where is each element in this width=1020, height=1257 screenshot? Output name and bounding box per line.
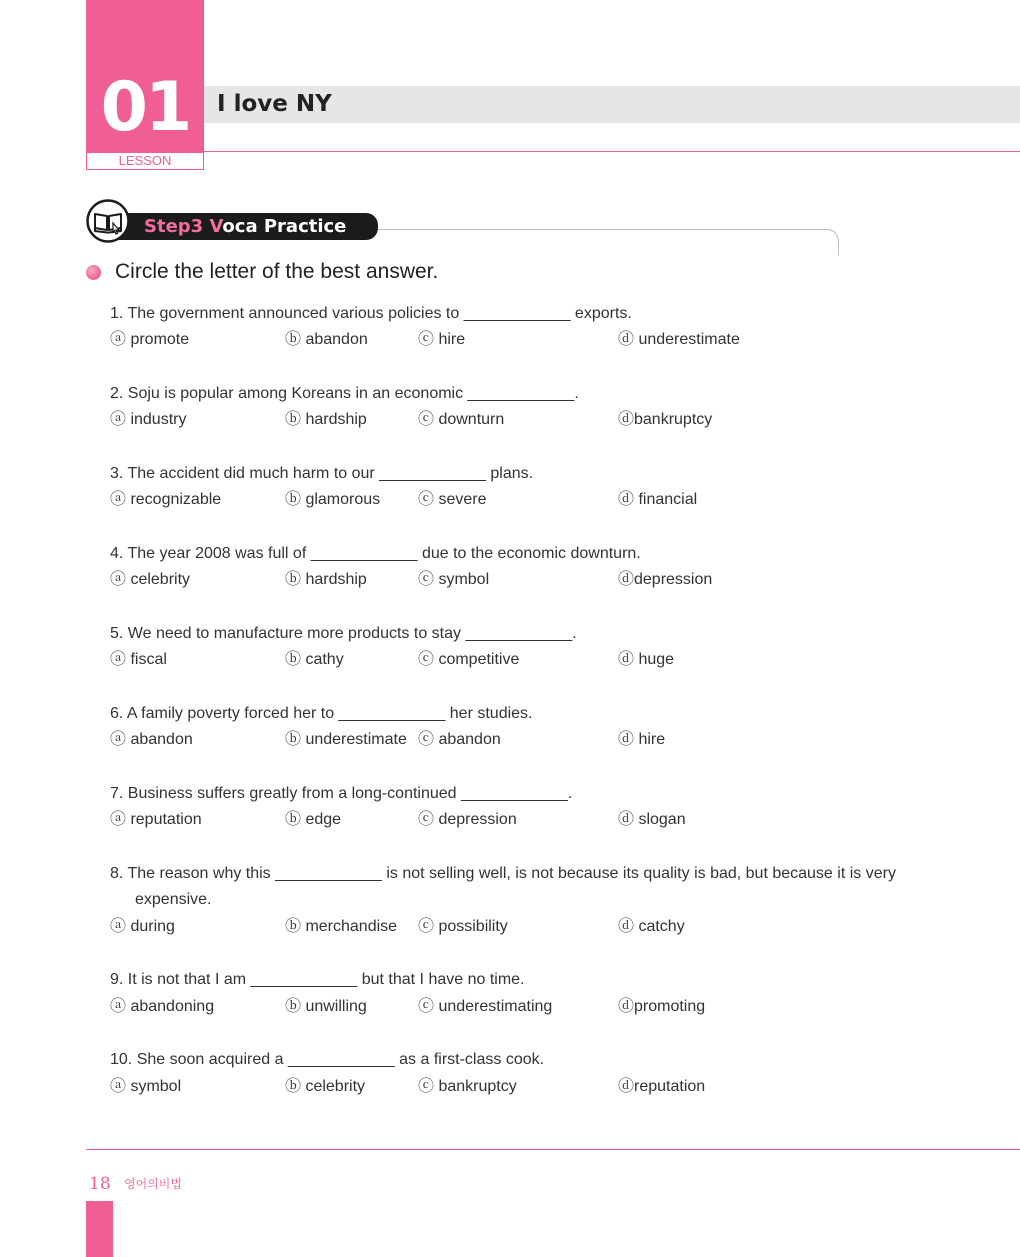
option-c[interactable]: ⓒ depression <box>418 811 517 828</box>
option-c[interactable]: ⓒ downturn <box>418 411 505 428</box>
option-b[interactable]: ⓑ hardship <box>285 411 367 428</box>
option-b[interactable]: ⓑ merchandise <box>285 918 398 935</box>
option-d[interactable]: ⓓdepression <box>618 571 713 588</box>
option-c[interactable]: ⓒ competitive <box>418 651 520 668</box>
option-d[interactable]: ⓓbankruptcy <box>618 411 713 428</box>
option-b[interactable]: ⓑ hardship <box>285 571 367 588</box>
step-outline <box>370 229 839 256</box>
question-2: 2. Soju is popular among Koreans in an economic ____________. <box>110 385 579 402</box>
option-b[interactable]: ⓑ celebrity <box>285 1078 366 1095</box>
option-a[interactable]: ⓐ symbol <box>110 1078 182 1095</box>
option-a[interactable]: ⓐ promote <box>110 331 190 348</box>
option-c[interactable]: ⓒ bankruptcy <box>418 1078 517 1095</box>
option-c[interactable]: ⓒ abandon <box>418 731 501 748</box>
option-c[interactable]: ⓒ severe <box>418 491 487 508</box>
header-divider <box>204 151 1020 152</box>
lesson-title: I love NY <box>217 91 332 117</box>
footer-divider <box>86 1149 1020 1150</box>
question-7: 7. Business suffers greatly from a long-continued ____________. <box>110 785 573 802</box>
option-a[interactable]: ⓐ abandoning <box>110 998 215 1015</box>
question-8-continuation: expensive. <box>135 891 212 908</box>
step-prefix: Step3 <box>144 216 210 237</box>
option-a[interactable]: ⓐ recognizable <box>110 491 222 508</box>
question-4: 4. The year 2008 was full of ____________ due to the economic downturn. <box>110 545 641 562</box>
question-8: 8. The reason why this ____________ is not selling well, is not because its quality is bad, but because it is very <box>110 865 896 882</box>
option-c[interactable]: ⓒ hire <box>418 331 466 348</box>
option-a[interactable]: ⓐ celebrity <box>110 571 191 588</box>
option-d[interactable]: ⓓ huge <box>618 651 675 668</box>
question-3: 3. The accident did much harm to our ____________ plans. <box>110 465 534 482</box>
option-c[interactable]: ⓒ symbol <box>418 571 490 588</box>
instruction: Circle the letter of the best answer. <box>115 260 439 283</box>
option-a[interactable]: ⓐ during <box>110 918 175 935</box>
option-b[interactable]: ⓑ glamorous <box>285 491 381 508</box>
open-book-icon <box>86 199 130 243</box>
option-a[interactable]: ⓐ reputation <box>110 811 202 828</box>
option-c[interactable]: ⓒ underestimating <box>418 998 553 1015</box>
option-d[interactable]: ⓓ underestimate <box>618 331 740 348</box>
question-5: 5. We need to manufacture more products to stay ____________. <box>110 625 577 642</box>
option-a[interactable]: ⓐ industry <box>110 411 187 428</box>
page-number: 18 <box>89 1174 111 1194</box>
bullet-dot-icon <box>86 265 101 280</box>
footer-color-block <box>86 1201 113 1257</box>
option-b[interactable]: ⓑ underestimate <box>285 731 407 748</box>
question-1: 1. The government announced various policies to ____________ exports. <box>110 305 632 322</box>
option-d[interactable]: ⓓ catchy <box>618 918 685 935</box>
step-initial: V <box>209 216 223 237</box>
option-d[interactable]: ⓓ financial <box>618 491 698 508</box>
lesson-label: LESSON <box>86 152 204 170</box>
step-title <box>144 213 346 240</box>
option-b[interactable]: ⓑ abandon <box>285 331 368 348</box>
question-10: 10. She soon acquired a ____________ as a first-class cook. <box>110 1051 545 1068</box>
option-b[interactable]: ⓑ unwilling <box>285 998 367 1015</box>
question-9: 9. It is not that I am ____________ but that I have no time. <box>110 971 525 988</box>
option-d[interactable]: ⓓreputation <box>618 1078 706 1095</box>
option-a[interactable]: ⓐ fiscal <box>110 651 167 668</box>
option-c[interactable]: ⓒ possibility <box>418 918 508 935</box>
option-d[interactable]: ⓓpromoting <box>618 998 706 1015</box>
option-a[interactable]: ⓐ abandon <box>110 731 193 748</box>
option-d[interactable]: ⓓ hire <box>618 731 666 748</box>
lesson-number: 01 <box>100 68 190 147</box>
option-d[interactable]: ⓓ slogan <box>618 811 686 828</box>
question-6: 6. A family poverty forced her to ____________ her studies. <box>110 705 533 722</box>
book-name: 영어의비법 <box>124 1177 182 1191</box>
option-b[interactable]: ⓑ edge <box>285 811 342 828</box>
option-b[interactable]: ⓑ cathy <box>285 651 344 668</box>
step-rest: oca Practice <box>222 216 347 237</box>
